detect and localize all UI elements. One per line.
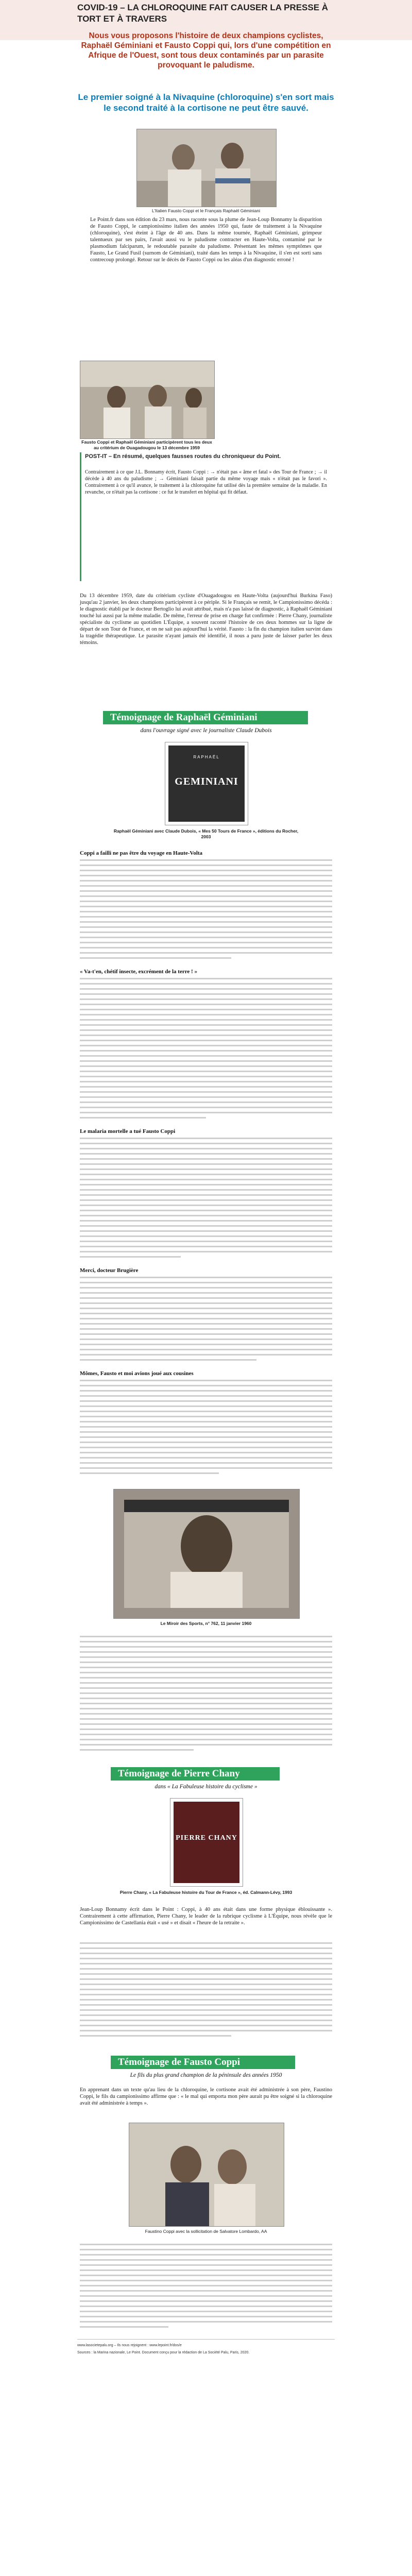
headline: Le premier soigné à la Nivaquine (chloroquine) s'en sort mais le second traité à la cortisone ne peut être sauvé. [78, 92, 334, 113]
photo2-caption: Fausto Coppi et Raphaël Géminiani participèrent tous les deux au critérium de Ouagadougou le 13 décembre 1959 [81, 439, 212, 450]
chany-subtitle: dans « La Fabuleuse histoire du cyclisme » [154, 1784, 258, 1790]
geminiani-book-cover [165, 742, 248, 825]
geminiani-book-caption: Raphaël Géminiani avec Claude Dubois, « Mes 50 Tours de France », éditions du Rocher, 2003 [113, 828, 299, 839]
critérium-photo [80, 361, 215, 439]
faustino-coppi-photo [129, 2123, 284, 2227]
article-text-4 [80, 1277, 332, 1364]
chany-book-caption: Pierre Chany, « La Fabuleuse histoire du Tour de France », éd. Calmann-Lévy, 1993 [119, 1890, 293, 1895]
intro-paragraph: Le Point.fr dans son édition du 23 mars, nous raconte sous la plume de Jean-Loup Bonnamy la disparition de Fausto Coppi, le campionissimo italien des années 1950 qui, faute de traitement à la Nivaquine (chloroquine), s'est éteint à l'âge de 40 ans. Dans la même tournée, Raphaël Géminiani, grimpeur talentueux par ses pairs, l'avait aussi vu le paludisme contracter en Haute-Volta, contaminé par le plasmodium falciparum, le redoutable parasite du paludisme. Présentant les mêmes symptômes que Fausto, Le Grand Fusil (surnom de Géminiani), traité dans les temps à la Nivaquine, il s'en est sorti sans contrecoup prolongé. Retour sur le décès de Fausto Coppi ou les aléas d'un diagnostic erroné ! [90, 217, 322, 263]
footer-divider [77, 2339, 335, 2340]
article-text-6 [80, 1636, 332, 1754]
coppi-paragraph: En apprenant dans un texte qu'au lieu de la chloroquine, le cortisone avait été administrée à son père, Faustino Coppi, le fils du campionissimo affirme que : « le mal qui emporta mon père aurait pu être soigné si la chloroquine avait été administrée à temps ». [80, 2087, 332, 2106]
coppi-subtitle: Le fils du plus grand champion de la péninsule des années 1950 [130, 2072, 282, 2078]
coppi-banner: Témoignage de Fausto Coppi [111, 2056, 295, 2069]
photo3-caption: Le Miroir des Sports, n° 762, 11 janvier 1960 [160, 1621, 252, 1626]
footer-source: www.lasocietepalu.org – Ils nous rejoignent : www.lepoint.fr/dos/e [77, 2344, 182, 2347]
article-text-7 [80, 1942, 332, 2040]
book-title: GEMINIANI [175, 776, 238, 788]
section-head-4: Merci, docteur Brugière [80, 1267, 139, 1274]
chany-book-title: PIERRE CHANY [176, 1834, 237, 1842]
paragraph-2: Du 13 décembre 1959, date du critérium cycliste d'Ouagadougou en Haute-Volta (aujourd'hui Burkina Faso) jusqu'au 2 janvier, les deux champions participèrent à ce périple. Si le Français se remit, le Campionissimo décéda : le diagnostic établi par le docteur Bertoglio lui avait attribué, mais n'a pas laissé de diagnostic, à Raphaël Géminiani touché lui aussi par la même maladie. De même, l'erreur de prise en charge fut confirmée : Pierre Chany, journaliste spécialiste du cyclisme au quotidien L'Équipe, a souvent raconté l'histoire de ces deux hommes sur la ligne de départ de son Tour de France, et on ne sait pas aujourd'hui la vérité. Fausto : la fin du champion italien survint dans la tragédie thérapeutique. Le parasite n'ayant jamais été identifié, il nous a paru juste de laisser parler les deux témoins. [80, 593, 332, 646]
chany-paragraph: Jean-Loup Bonnamy écrit dans le Point : Coppi, à 40 ans était dans une forme physique éblouissante ». Contrairement à cette affirmation, Pierre Chany, le leader de la rubrique cyclisme à L'Équipe, nous révèle que le Campionissimo de Castellania était « usé » et disait « l'heure de la retraite ». [80, 1907, 332, 1926]
chany-banner: Témoignage de Pierre Chany [111, 1767, 280, 1781]
article-text-2 [80, 978, 332, 1122]
geminiani-subtitle: dans l'ouvrage signé avec le journaliste Claude Dubois [140, 727, 272, 734]
footer-credits: Sources : la Marina nazionale, Le Point. Document conçu pour la rédaction de La Société Palu, Paris, 2020. [77, 2351, 250, 2354]
article-text-5 [80, 1380, 332, 1478]
section-head-5: Mômes, Fausto et moi avions joué aux cousines [80, 1370, 194, 1377]
geminiani-banner: Témoignage de Raphaël Géminiani [103, 711, 308, 724]
book-author: RAPHAËL [193, 754, 220, 759]
article-text-3 [80, 1138, 332, 1261]
chany-book-cover [170, 1798, 243, 1887]
photo1-caption: L'Italien Fausto Coppi et le Français Raphaël Géminiani [152, 208, 260, 213]
coppi-geminiani-photo [136, 129, 277, 207]
post-it-lead: POST-IT – En résumé, quelques fausses routes du chroniqueur du Point. [85, 453, 281, 460]
section-head-1: Coppi a failli ne pas être du voyage en Haute-Volta [80, 850, 203, 856]
article-text-1 [80, 859, 332, 962]
page-title: COVID-19 – LA CHLOROQUINE FAIT CAUSER LA PRESSE À TORT ET À TRAVERS [77, 3, 329, 24]
article-text-8 [80, 2244, 332, 2331]
section-head-2: « Va-t'en, chétif insecte, excrément de la terre ! » [80, 969, 197, 975]
miroir-des-sports-photo [113, 1489, 300, 1619]
intro-text: Nous vous proposons l'histoire de deux champions cyclistes, Raphaël Géminiani et Fausto Coppi qui, lors d'une compétition en Afrique de l'Ouest, sont tous deux contaminés par un parasite provoquant le paludisme. [81, 31, 331, 70]
coppi-photo-caption: Faustino Coppi avec la sollicitation de Salvatore Lombardo, AA [145, 2229, 267, 2234]
section-head-3: Le malaria mortelle a tué Fausto Coppi [80, 1128, 176, 1134]
post-it-body: Contrairement à ce que J.L. Bonnamy écrit, Fausto Coppi : → n'était pas « âme et fatal » des Tour de France ; → il décède à 40 ans du paludisme ; → Géminiani faisait partie du même voyage mais « n'était pas le favori ». Contrairement à ce qu'il avance, le traitement à la chloroquine fut utilisé dès la première semaine de la maladie. En revanche, ce n'était pas la cortisone : ce fut le transfert en hôpital qui fit défaut. [85, 469, 327, 495]
